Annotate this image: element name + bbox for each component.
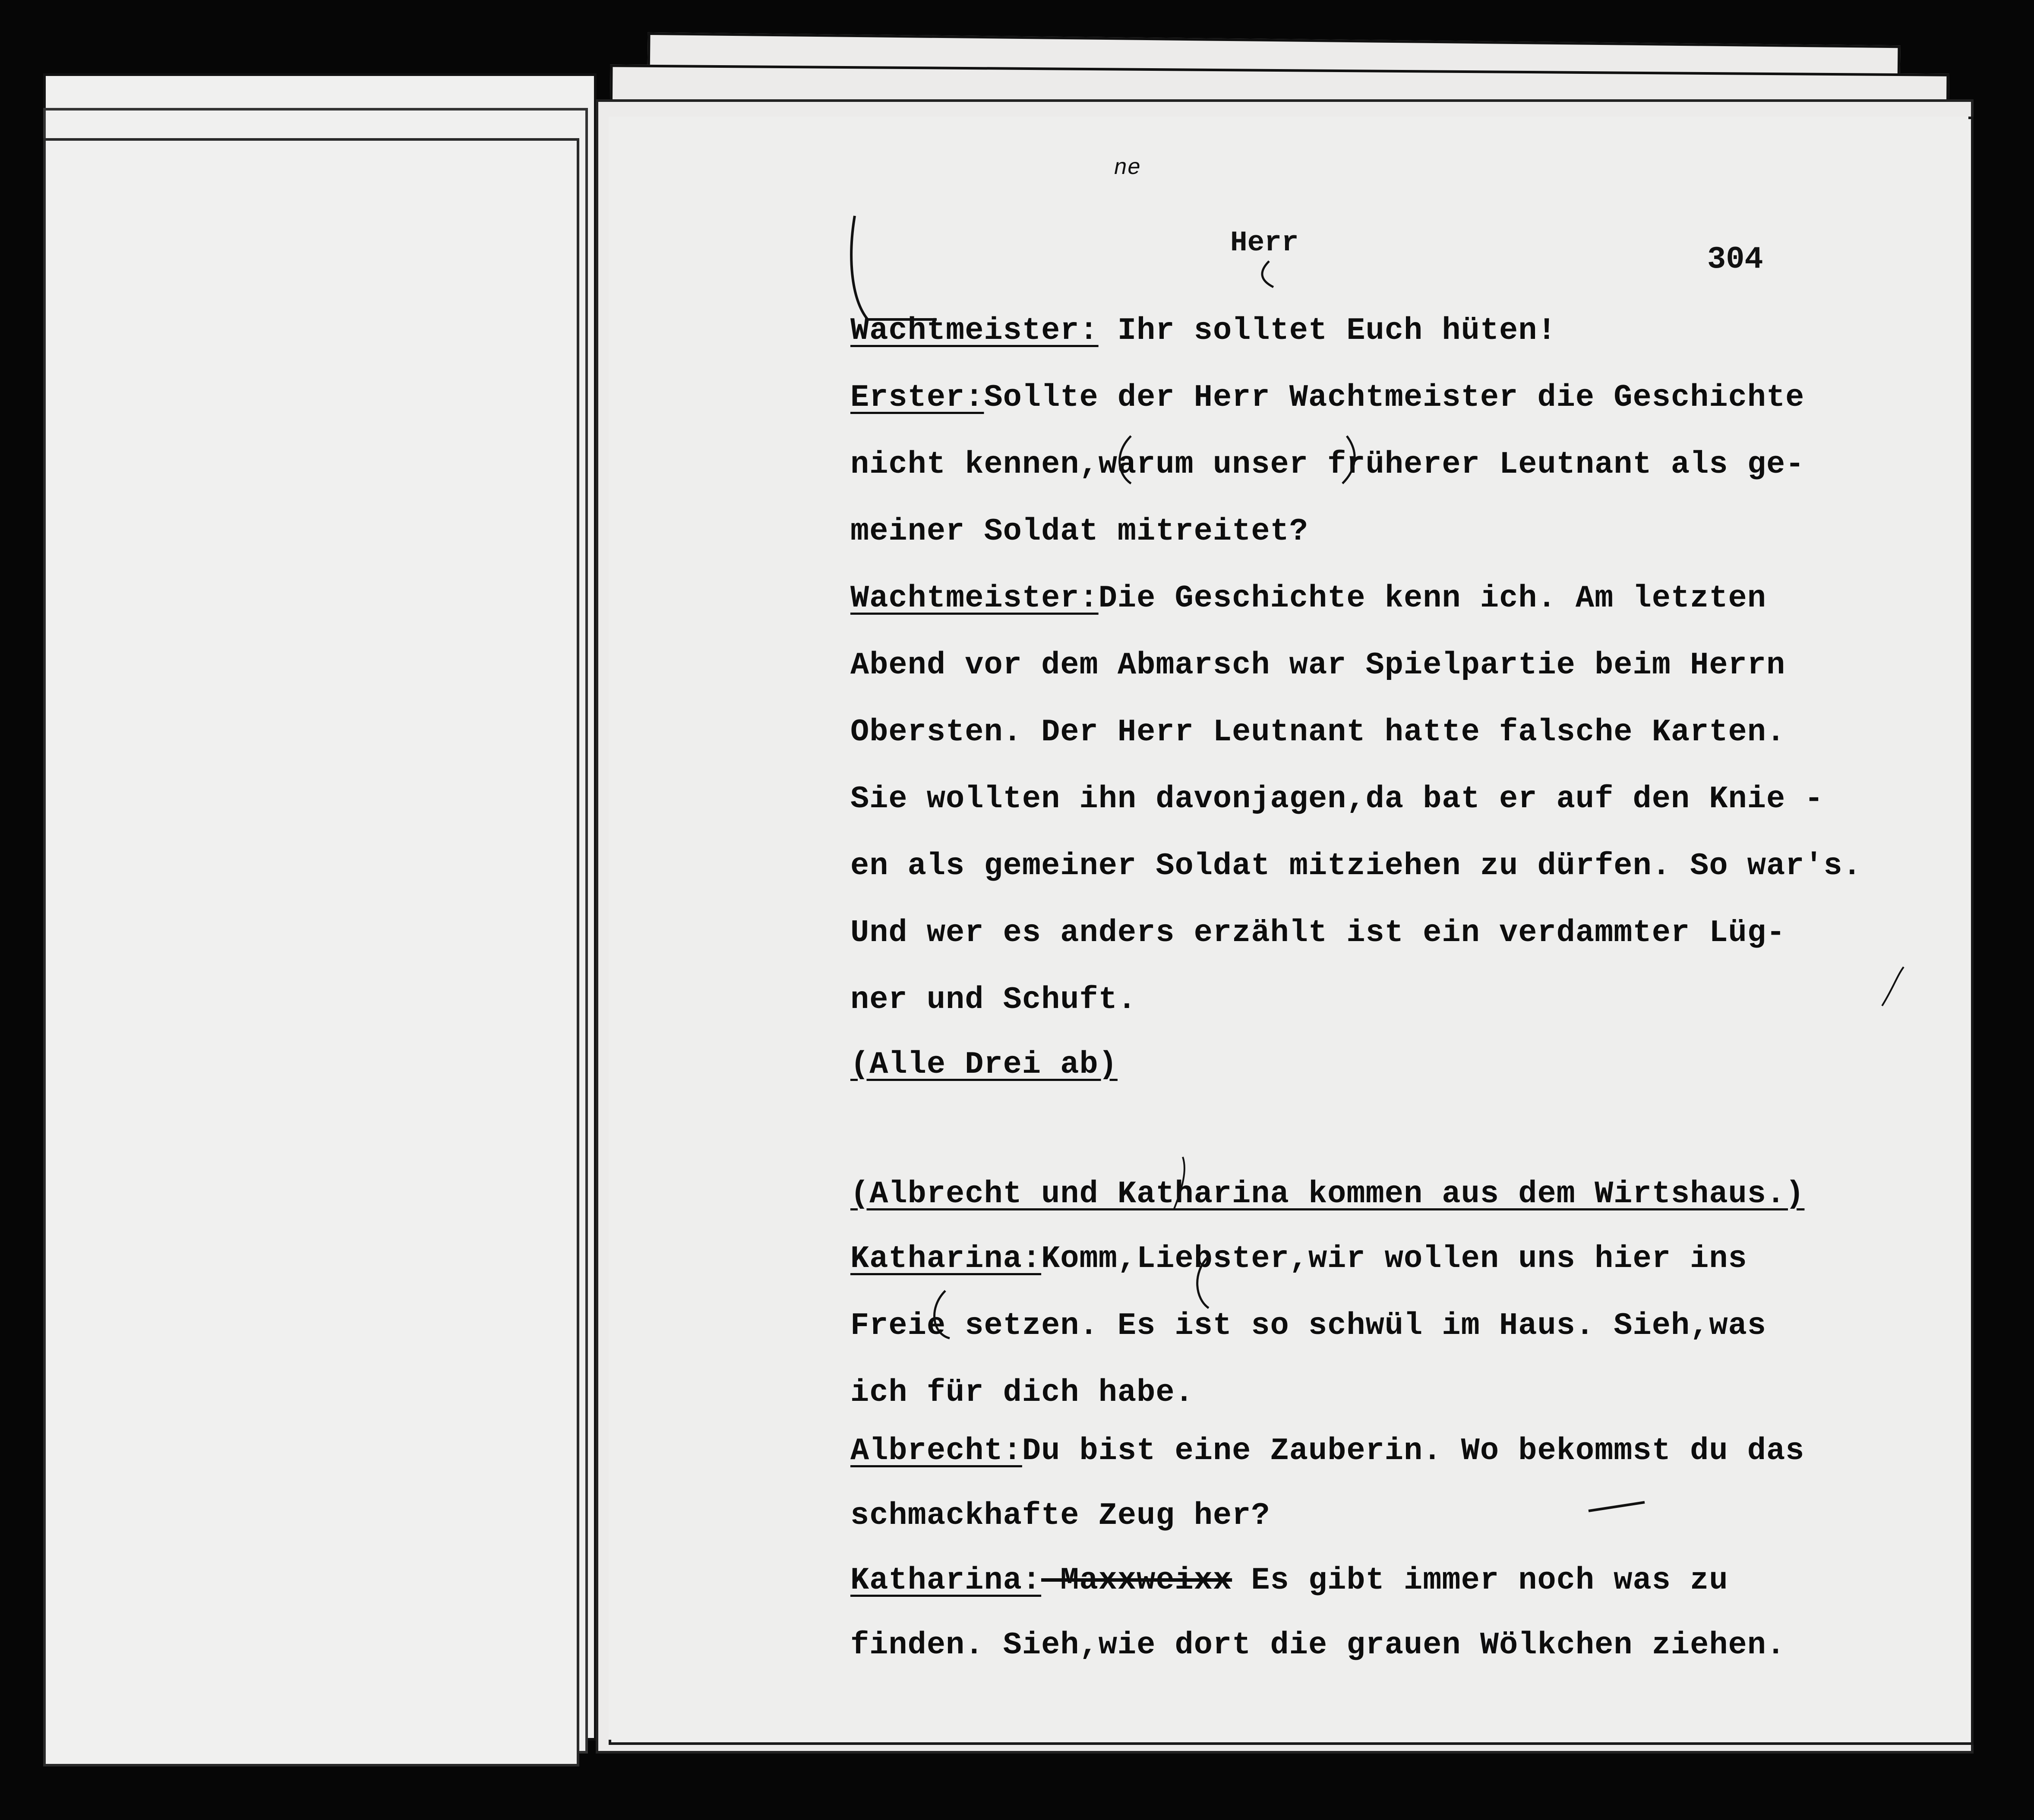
text-line: Katharina:Komm,Liebster,wir wollen uns hier ins [850,1241,1747,1277]
text-line: Obersten. Der Herr Leutnant hatte falsche Karten. [850,714,1786,750]
text-line: meiner Soldat mitreitet? [850,514,1308,549]
handwritten-insertion: Herr [1230,227,1299,259]
struck-text: Maxxweixx [1041,1563,1232,1598]
speaker-label: Wachtmeister: [850,313,1099,348]
stage-direction: (Albrecht und Katharina kommen aus dem Wirtshaus.) [850,1176,1805,1212]
text-line: Sie wollten ihn davonjagen,da bat er auf den Knie - [850,781,1824,817]
left-page-front [43,138,579,1766]
text-line: Abend vor dem Abmarsch war Spielpartie beim Herrn [850,648,1786,683]
text-line: Katharina: Maxxweixx Es gibt immer noch was zu [850,1563,1728,1598]
text-line: schmackhafte Zeug her? [850,1498,1270,1533]
page-number: 304 [1707,242,1763,277]
text-line: ner und Schuft. [850,982,1137,1017]
text-line: nicht kennen,warum unser früherer Leutnant als ge- [850,447,1805,482]
text-line: Freie setzen. Es ist so schwül im Haus. Sieh,was [850,1308,1766,1343]
document-page [609,117,1968,1740]
speaker-label: Albrecht: [850,1433,1022,1469]
text-line: Wachtmeister: Ihr solltet Euch hüten! [850,313,1557,348]
text-line: Albrecht:Du bist eine Zauberin. Wo bekommst du das [850,1433,1805,1469]
text-line: Und wer es anders erzählt ist ein verdammter Lüg- [850,915,1786,951]
text-line: ich für dich habe. [850,1375,1194,1410]
text-line: en als gemeiner Soldat mitziehen zu dürfen. So war's. [850,848,1862,884]
stage-direction: (Alle Drei ab) [850,1047,1118,1082]
speaker-label: Wachtmeister: [850,581,1099,616]
text-line: Wachtmeister:Die Geschichte kenn ich. Am letzten [850,581,1766,616]
speaker-label: Erster: [850,380,984,415]
speaker-label: Katharina: [850,1563,1042,1598]
text-line: Erster:Sollte der Herr Wachtmeister die Geschichte [850,380,1805,415]
pencil-marks [609,117,1968,1740]
speaker-label: Katharina: [850,1241,1042,1277]
text-line: finden. Sieh,wie dort die grauen Wölkchen ziehen. [850,1627,1786,1663]
handwritten-note: ne [1114,155,1141,181]
